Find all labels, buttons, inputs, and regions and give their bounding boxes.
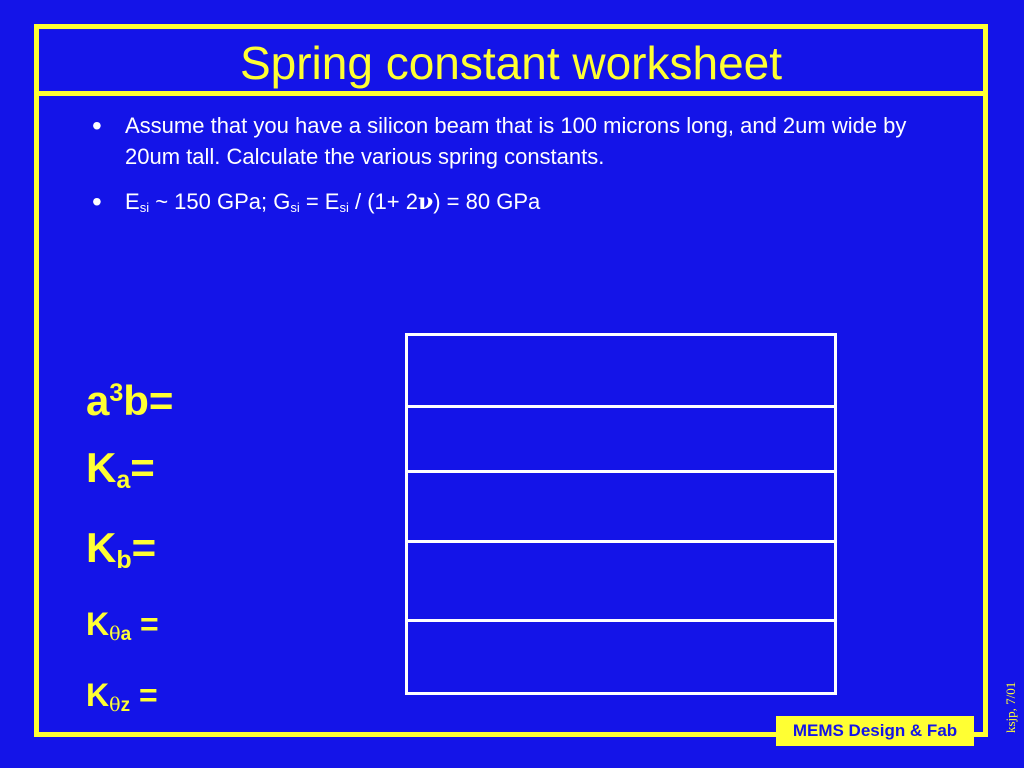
- nu-symbol: ν: [417, 189, 434, 215]
- bullet-list: [92, 110, 932, 237]
- bullet-item: [92, 110, 932, 172]
- answer-row-a3b: [408, 336, 834, 408]
- equation-ka: $K_a=$: [86, 444, 155, 494]
- author-credit: ksjp, 7/01: [1003, 681, 1018, 733]
- course-label: MEMS Design & Fab: [776, 716, 974, 746]
- answer-row-ktheta-a: [408, 543, 834, 622]
- equation-kb: $K_b=$: [86, 524, 157, 574]
- bullet-icon: •: [92, 186, 102, 217]
- bullet-item: [92, 186, 932, 223]
- slide-title: Spring constant worksheet: [239, 37, 783, 89]
- equation-a3b: $a^3b=$: [86, 377, 174, 424]
- footer-divider: [58, 733, 776, 737]
- bullet-icon: •: [92, 110, 102, 141]
- answer-table: [405, 333, 837, 695]
- answer-row-ka: [408, 408, 834, 473]
- bullet-text: Assume that you have a silicon beam that is 100 microns long, and 2um wide by 20um tall. Calculate the various spring constants.: [125, 113, 907, 169]
- answer-row-ktheta-z: [408, 622, 834, 692]
- equation-ktheta-a: $K_{\theta a}$ =: [86, 606, 159, 645]
- equation-labels: [86, 360, 173, 736]
- title-divider: [34, 91, 988, 96]
- answer-row-kb: [408, 473, 834, 543]
- modulus-formula: $E_{si}$ ~ 150 GPa; $G_{si} = E_{si} / (1+ 2\nu) = 80$ GPa: [125, 189, 541, 215]
- equation-ktheta-z: $K_{\theta z}$ =: [86, 677, 158, 716]
